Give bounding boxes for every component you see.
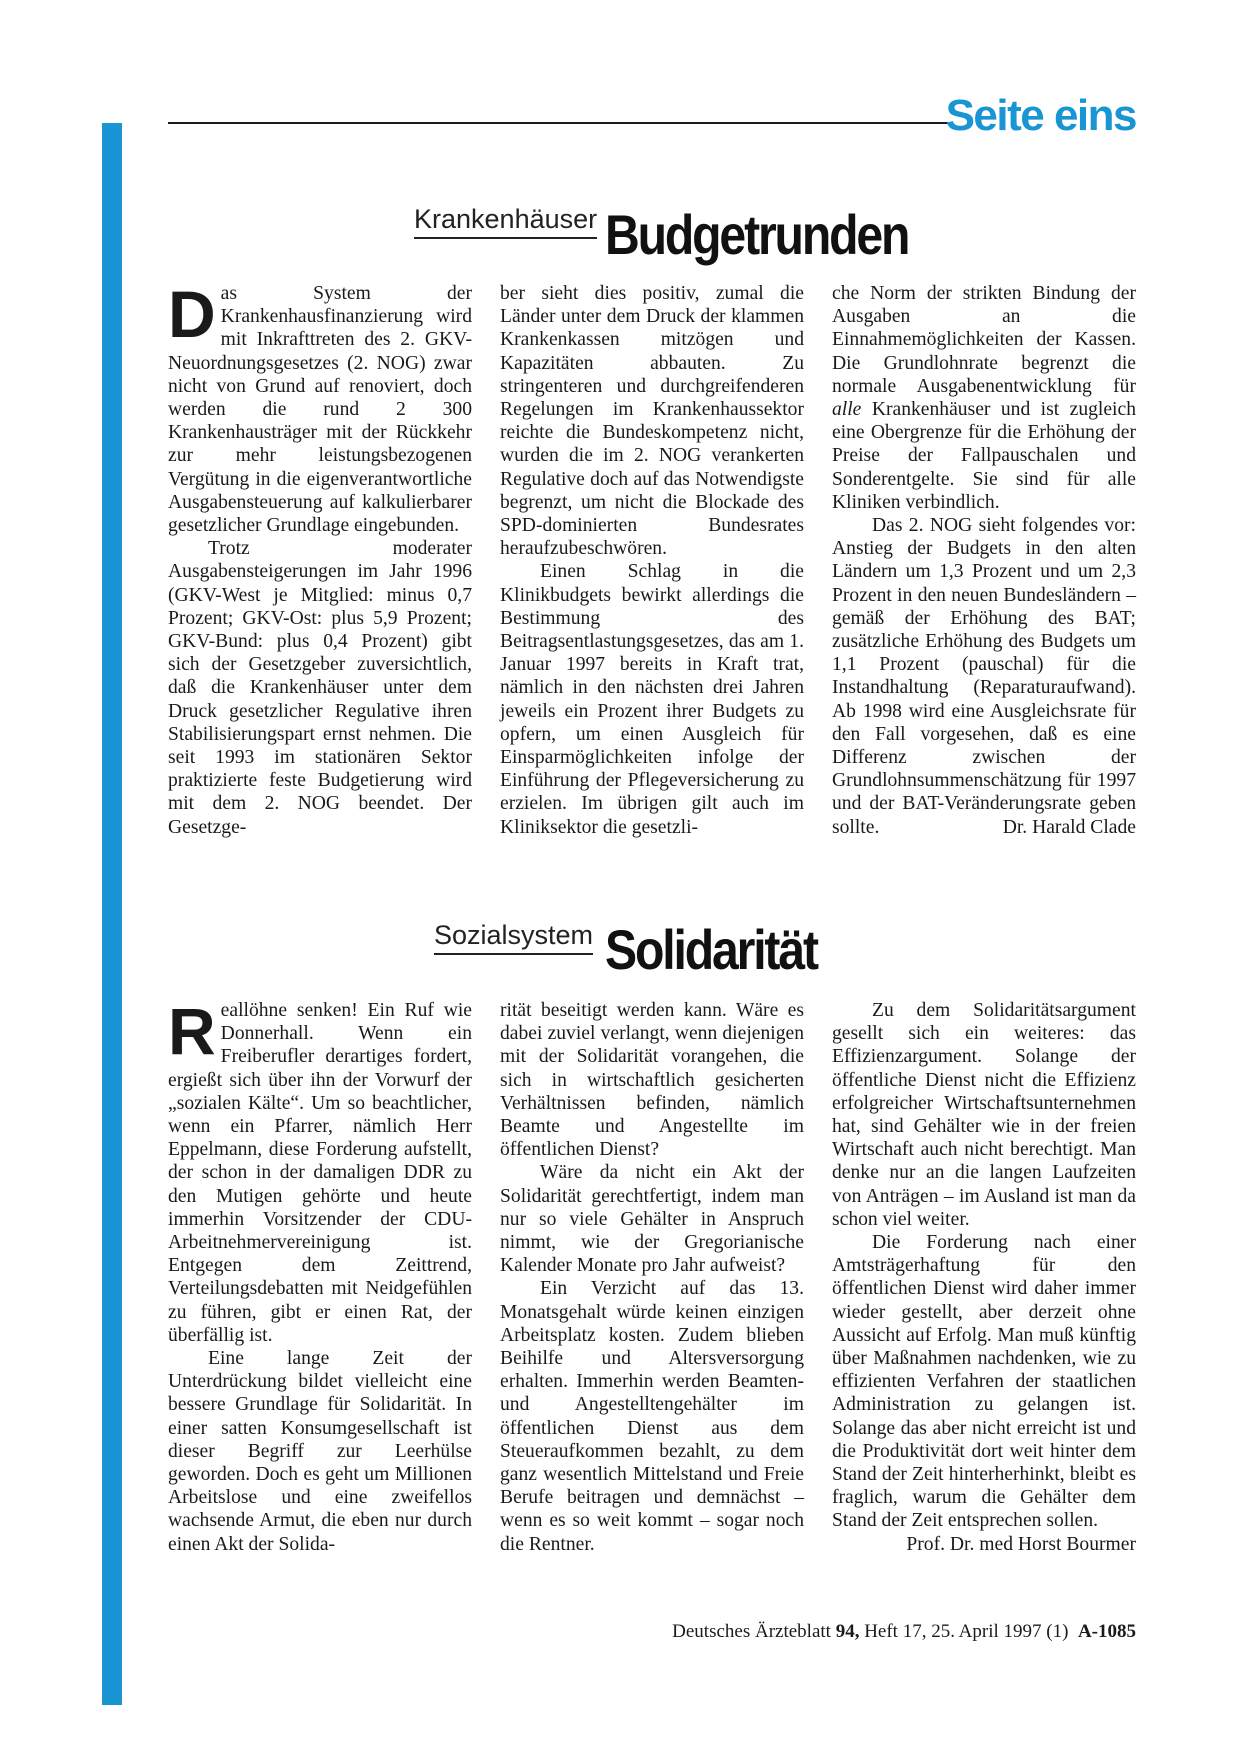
article2-kicker: Sozialsystem — [434, 921, 593, 955]
header-rule — [168, 122, 948, 124]
article1-kicker: Krankenhäuser — [414, 205, 597, 239]
footer-page-number: A-1085 — [1077, 1621, 1136, 1642]
article1-paragraph: Das System der Krankenhausfinanzierung wird mit Inkrafttreten des 2. GKV-Neuordnungsgesetzes (2. NOG) zwar nicht von Grund auf renoviert, doch werden die rund 2 300 Krankenhausträger mit der Rückkehr zur mehr leistungsbezogenen Vergütung in die eigenverantwortliche Ausgabensteuerung auf kalkulierbarer gesetzlicher Grundlage eingebunden. — [168, 277, 472, 537]
footer-journal: Deutsches Ärzteblatt — [672, 1621, 831, 1642]
dropcap: D — [168, 277, 215, 351]
article2-paragraph: Reallöhne senken! Ein Ruf wie Donnerhall. Wenn ein Freiberufler derartiges fordert, ergießt sich über ihn der Vorwurf der „sozialen Kälte“. Um so beachtlicher, wenn ein Pfarrer, nämlich Herr Eppelmann, diese Forderung aufstellt, der schon in der damaligen DDR zu den Mutigen gehörte und heute immerhin Vorsitzender der CDU-Arbeitnehmervereinigung ist. Entgegen dem Zeittrend, Verteilungsdebatten mit Neidgefühlen zu führen, gibt er einen Rat, der überfällig ist. — [168, 994, 472, 1346]
article2-columns — [168, 994, 1136, 1556]
article2-paragraph: Eine lange Zeit der Unterdrückung bildet vielleicht eine bessere Grundlage für Solidarität. In einer satten Konsumgesellschaft ist dieser Begriff zur Leerhülse geworden. Doch es geht um Millionen Arbeitslose und eine zweifellos wachsende Armut, die eben nur durch einen Akt der Solida- — [168, 1348, 472, 1555]
article1-paragraph: Trotz moderater Ausgabensteigerungen im Jahr 1996 (GKV-West je Mitglied: minus 0,7 Prozent; GKV-Ost: plus 5,9 Prozent; GKV-Bund: plus 0,4 Prozent) gibt sich der Gesetzgeber zuversichtlich, daß die Krankenhäuser unter dem Druck gesetzlicher Regulative ihren Stabilisierungspart ernst nehmen. Die seit 1993 im stationären Sektor praktizierte feste Budgetierung wird mit dem 2. NOG beendet. Der Gesetzge- — [168, 538, 472, 838]
article2-paragraph: rität beseitigt werden kann. Wäre es dabei zuviel verlangt, wenn diejenigen mit der Solidarität vorangehen, die sich in wirtschaftlich gesicherten Verhältnissen befinden, nämlich Beamte und Angestellte im öffentlichen Dienst? — [500, 1000, 804, 1161]
footer-volume: 94, — [835, 1621, 860, 1642]
article1-author: Dr. Harald Clade — [1002, 816, 1136, 838]
article2-paragraph: Wäre da nicht ein Akt der Solidarität gerechtfertigt, indem man nur so viele Gehälter in Anspruch nimmt, wie der Gregorianische Kalender Monate pro Jahr aufweist? — [500, 1162, 804, 1277]
article1-paragraph: che Norm der strikten Bindung der Ausgaben an die Einnahmemöglichkeiten der Kassen. Die Grundlohnrate begrenzt die normale Ausgabenentwicklung für alle Krankenhäuser und ist zugleich eine Obergrenze für die Erhöhung der Preise der Fallpauschalen und Sonderentgelte. Sie sind für alle Kliniken verbindlich. — [832, 283, 1136, 513]
article2-paragraph: Ein Verzicht auf das 13. Monatsgehalt würde keinen einzigen Arbeitsplatz kosten. Zudem blieben Beihilfe und Altersversorgung erhalten. Immerhin werden Beamten- und Angestelltengehälter im öffentlichen Dienst aus dem Steueraufkommen bezahlt, zu dem ganz wesentlich Mittelstand und Freie Berufe beitragen und demnächst – wenn es so weit kommt – sogar noch die Rentner. — [500, 1278, 804, 1555]
article1-paragraph: Das 2. NOG sieht folgendes vor: Anstieg der Budgets in den alten Ländern um 1,3 Prozent und um 2,3 Prozent in den neuen Bundesländern – gemäß der Erhöhung des BAT; zusätzliche Erhöhung des Budgets um 1,1 Prozent (pauschal) für die Instandhaltung (Reparaturaufwand). Ab 1998 wird eine Ausgleichsrate für den Fall vorgesehen, daß es eine Differenz zwischen der Grundlohnsummenschätzung für 1997 und der BAT-Veränderungsrate geben sollte. Dr. Harald Clade — [832, 515, 1136, 838]
article2-column-2 — [500, 999, 804, 1556]
article2-headline: Solidarität — [605, 918, 817, 981]
sidebar-accent-bar — [102, 123, 122, 1705]
dropcap: R — [168, 994, 215, 1068]
article1-column-2 — [500, 282, 804, 839]
article2-column-3 — [832, 999, 1136, 1556]
section-label: Seite eins — [945, 91, 1136, 140]
article2-paragraph: Zu dem Solidaritätsargument gesellt sich ein weiteres: das Effizienzargument. Solange der öffentliche Dienst nicht die Effizienz erfolgreicher Wirtschaftsunternehmen hat, sind Gehälter wie in der freien Wirtschaft auch nicht berechtigt. Man denke nur an die langen Laufzeiten von Anträgen – im Ausland ist man da schon viel weiter. — [832, 1000, 1136, 1230]
page-footer — [672, 1621, 1136, 1643]
footer-issue: Heft 17, 25. April 1997 (1) — [864, 1621, 1069, 1642]
article1-column-3 — [832, 282, 1136, 839]
article2-column-1 — [168, 994, 472, 1556]
article1-paragraph: ber sieht dies positiv, zumal die Länder unter dem Druck der klammen Krankenkassen mitzögen und Kapazitäten abbauten. Zu stringenteren und durchgreifenderen Regelungen im Krankenhaussektor reichte die Bundeskompetenz nicht, wurden die im 2. NOG verankerten Regulative doch auf das Notwendigste begrenzt, um nicht die Blockade des SPD-dominierten Bundesrates heraufzubeschwören. — [500, 283, 804, 560]
article1-columns — [168, 277, 1136, 839]
article2-paragraph: Die Forderung nach einer Amtsträgerhaftung für den öffentlichen Dienst wird daher immer wieder gestellt, aber derzeit ohne Aussicht auf Erfolg. Man muß künftig über Maßnahmen nachdenken, wie zu effizienten Verfahren der staatlichen Administration zu gelangen ist. Solange das aber nicht erreicht ist und die Produktivität dort weit hinter dem Stand der Zeit hinterherhinkt, bleibt es fraglich, warum die Gehälter dem Stand der Zeit entsprechen sollen. Prof. Dr. med Horst Bourmer — [832, 1232, 1136, 1555]
article1-column-1 — [168, 277, 472, 839]
article1-paragraph: Einen Schlag in die Klinikbudgets bewirkt allerdings die Bestimmung des Beitragsentlastungsgesetzes, das am 1. Januar 1997 bereits in Kraft trat, nämlich in den nächsten drei Jahren jeweils ein Prozent ihrer Budgets zu opfern, um einen Ausgleich für Einsparmöglichkeiten infolge der Einführung der Pflegeversicherung zu erzielen. Im übrigen gilt auch im Kliniksektor die gesetzli- — [500, 561, 804, 838]
article1-headline: Budgetrunden — [605, 203, 909, 266]
article2-author: Prof. Dr. med Horst Bourmer — [906, 1533, 1136, 1555]
